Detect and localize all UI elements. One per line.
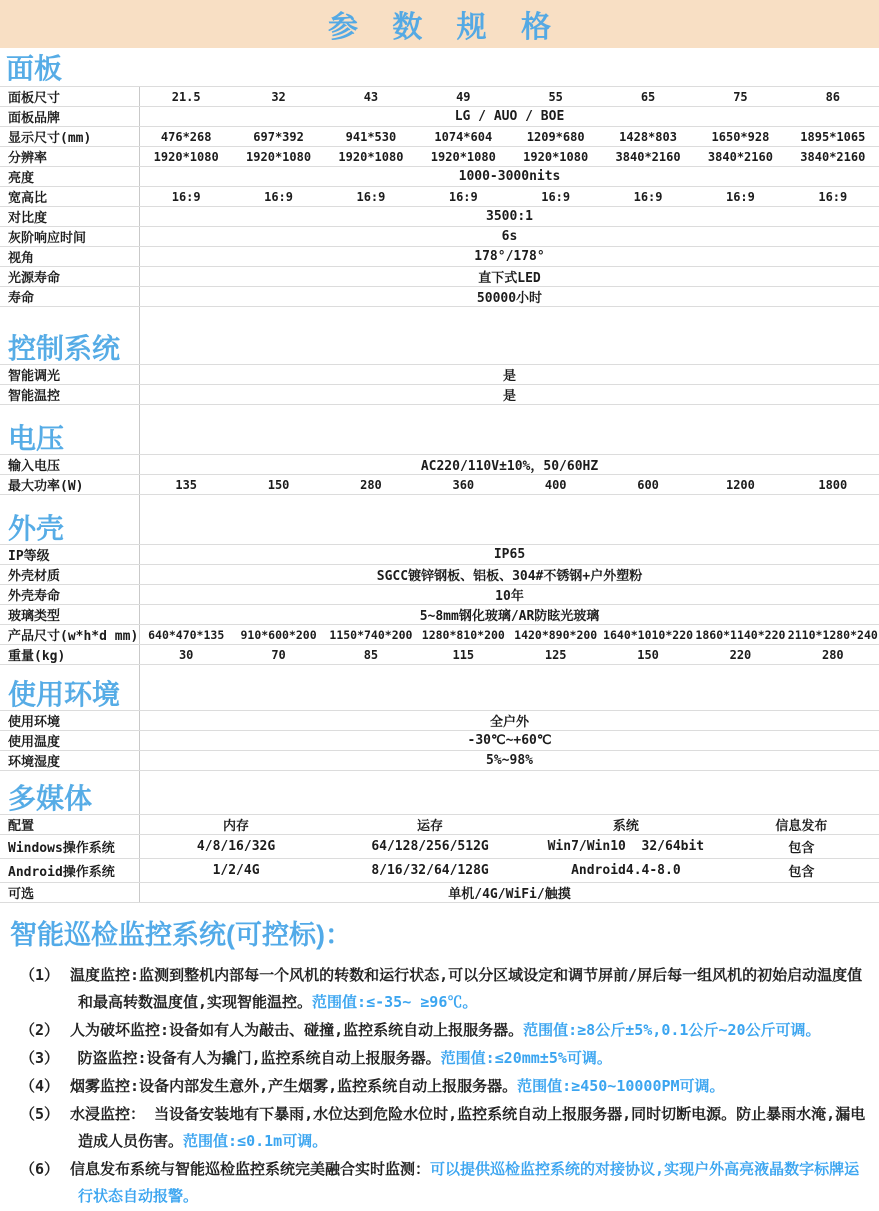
row-values xyxy=(140,815,879,834)
table-row xyxy=(0,585,879,605)
cell: 直下式LED xyxy=(478,271,541,286)
cell: 16:9 xyxy=(171,189,201,204)
table-row xyxy=(0,731,879,751)
cell: 150 xyxy=(267,477,290,492)
cell: 3840*2160 xyxy=(707,149,773,164)
section-title-multimedia xyxy=(0,771,140,814)
section-title-spacer xyxy=(140,405,879,454)
section-title-panel xyxy=(0,48,879,86)
row-values xyxy=(140,147,879,166)
table-row xyxy=(0,711,879,731)
row-values xyxy=(140,645,879,664)
note-item-4 xyxy=(10,1073,871,1100)
row-label: 显示尺寸(mm) xyxy=(0,127,140,146)
cell: 1209*680 xyxy=(526,129,585,144)
table-row xyxy=(0,751,879,771)
note-range: 范围值:≤0.1m可调。 xyxy=(183,1132,328,1150)
cell: 220 xyxy=(729,647,752,662)
cell: 1920*1080 xyxy=(338,149,404,164)
note-range: 范围值:≥450~10000PM可调。 xyxy=(517,1077,725,1095)
row-values xyxy=(140,625,879,644)
row-label: 玻璃类型 xyxy=(0,605,140,624)
cell: 1895*1065 xyxy=(800,129,866,144)
cell: 30 xyxy=(178,647,194,662)
note-text: 温度监控:监测到整机内部每一个风机的转数和运行状态,可以分区域设定和调节屏前/屏后每一组风机的初始启动温度值和最高转数温度值,实现智能温控。 xyxy=(70,966,863,1011)
cell: 1428*803 xyxy=(619,129,677,144)
section-title-control xyxy=(0,307,140,364)
note-item-2 xyxy=(10,1017,871,1044)
row-values xyxy=(140,365,879,384)
table-row xyxy=(0,107,879,127)
row-label: 外壳材质 xyxy=(0,565,140,584)
section-title-spacer xyxy=(140,771,879,814)
column-header: 系统 xyxy=(612,819,639,834)
cell: 65 xyxy=(640,89,656,104)
table-row xyxy=(0,859,879,883)
cell: 640*470*135 xyxy=(148,627,225,642)
cell: LG / AUO / BOE xyxy=(454,109,565,124)
row-values xyxy=(140,585,879,604)
cell: 910*600*200 xyxy=(240,627,317,642)
cell: 5~8mm钢化玻璃/AR防眩光玻璃 xyxy=(419,609,600,624)
cell: 16:9 xyxy=(818,189,848,204)
section-row-environment xyxy=(0,665,879,711)
section-title-label: 面板 xyxy=(6,53,63,84)
cell: 1420*890*200 xyxy=(514,627,598,642)
cell: 55 xyxy=(548,89,563,104)
table-row xyxy=(0,455,879,475)
cell: 16:9 xyxy=(264,189,294,204)
cell: 50000小时 xyxy=(476,291,543,306)
cell: 476*268 xyxy=(160,129,212,144)
cell: 135 xyxy=(175,477,198,492)
cell: 1640*1010*220 xyxy=(603,627,694,642)
row-values xyxy=(140,287,879,306)
table-header-row xyxy=(0,815,879,835)
note-number: （4） xyxy=(20,1077,60,1095)
table-row xyxy=(0,605,879,625)
row-label: 使用温度 xyxy=(0,731,140,750)
cell: 941*530 xyxy=(345,129,397,144)
table-row xyxy=(0,365,879,385)
cell: 49 xyxy=(456,89,471,104)
table-row xyxy=(0,267,879,287)
cell: 32 xyxy=(271,89,286,104)
cell: 1920*1080 xyxy=(430,149,496,164)
row-values xyxy=(140,107,879,126)
cell: 64/128/256/512G xyxy=(371,839,489,854)
note-text: 防盗监控:设备有人为撬门,监控系统自动上报服务器。 xyxy=(62,1049,441,1067)
cell: 1920*1080 xyxy=(246,149,312,164)
cell: 10年 xyxy=(495,589,524,604)
cell: 43 xyxy=(363,89,379,104)
row-values xyxy=(140,227,879,246)
cell: 16:9 xyxy=(633,189,663,204)
table-row xyxy=(0,565,879,585)
cell: AC220/110V±10%，50/60HZ xyxy=(420,459,599,474)
note-range: 可以提供巡检监控系统的对接协议,实现户外高亮液晶数字标牌运行状态自动报警。 xyxy=(78,1160,860,1205)
cell: 75 xyxy=(733,89,748,104)
column-header: 信息发布 xyxy=(775,819,828,834)
note-range: 范围值:≤20mm±5%可调。 xyxy=(440,1049,612,1067)
section-row-multimedia xyxy=(0,771,879,815)
table-row xyxy=(0,227,879,247)
table-row xyxy=(0,247,879,267)
row-values xyxy=(140,605,879,624)
row-values xyxy=(140,127,879,146)
cell: 1920*1080 xyxy=(153,149,219,164)
cell: 600 xyxy=(637,477,659,492)
row-values xyxy=(140,711,879,730)
cell: 4/8/16/32G xyxy=(196,839,276,854)
row-label: 灰阶响应时间 xyxy=(0,227,140,246)
title-banner xyxy=(0,0,879,48)
cell: 单机/4G/WiFi/触摸 xyxy=(448,887,571,902)
row-label: 智能温控 xyxy=(0,385,140,404)
row-label: 光源寿命 xyxy=(0,267,140,286)
row-values xyxy=(140,247,879,266)
row-values xyxy=(140,87,879,106)
section-row-control xyxy=(0,307,879,365)
cell: Android4.4-8.0 xyxy=(571,863,681,878)
row-label: 可选 xyxy=(0,883,140,902)
cell: 6s xyxy=(501,229,518,244)
row-label: 使用环境 xyxy=(0,711,140,730)
table-row xyxy=(0,625,879,645)
cell: 3500:1 xyxy=(486,209,533,224)
note-number: （2） xyxy=(20,1021,60,1039)
row-label: 寿命 xyxy=(0,287,140,306)
cell: 是 xyxy=(502,369,516,384)
row-label: 环境湿度 xyxy=(0,751,140,770)
row-values xyxy=(140,385,879,404)
row-values xyxy=(140,859,879,882)
cell: 5%~98% xyxy=(486,753,533,768)
cell: 8/16/32/64/128G xyxy=(371,863,489,878)
row-label: 视角 xyxy=(0,247,140,266)
cell: 全户外 xyxy=(489,715,529,730)
cell: 125 xyxy=(544,647,567,662)
cell: 1/2/4G xyxy=(212,863,260,878)
section-title-label: 电压 xyxy=(8,422,65,454)
row-values xyxy=(140,731,879,750)
row-label: 重量(kg) xyxy=(0,645,140,664)
cell: 1860*1140*220 xyxy=(695,627,786,642)
note-range: 范围值:≤-35~ ≥96℃。 xyxy=(312,993,478,1011)
cell: Win7/Win10 32/64bit xyxy=(547,839,705,854)
section-title-voltage xyxy=(0,405,140,454)
table-row xyxy=(0,475,879,495)
cell: -30℃~+60℃ xyxy=(467,733,552,748)
cell: SGCC镀锌钢板、铝板、304#不锈钢+户外塑粉 xyxy=(376,569,643,584)
cell: 3840*2160 xyxy=(800,149,866,164)
section-title-spacer xyxy=(140,665,879,710)
section-title-label: 多媒体 xyxy=(8,782,93,814)
cell: 1280*810*200 xyxy=(421,627,505,642)
row-values xyxy=(140,167,879,186)
cell: 697*392 xyxy=(253,129,304,144)
cell: 115 xyxy=(452,647,475,662)
table-row xyxy=(0,545,879,565)
table-row xyxy=(0,207,879,227)
row-values xyxy=(140,835,879,858)
section-title-spacer xyxy=(140,307,879,364)
note-item-3 xyxy=(10,1045,871,1072)
note-range: 范围值:≥8公斤±5%,0.1公斤~20公斤可调。 xyxy=(523,1021,821,1039)
section-title-environment xyxy=(0,665,140,710)
cell: 280 xyxy=(360,477,382,492)
row-label: 对比度 xyxy=(0,207,140,226)
table-row xyxy=(0,883,879,903)
row-label: 分辨率 xyxy=(0,147,140,166)
row-label: 亮度 xyxy=(0,167,140,186)
table-row xyxy=(0,645,879,665)
note-text: 烟雾监控:设备内部发生意外,产生烟雾,监控系统自动上报服务器。 xyxy=(70,1077,518,1095)
cell: 1800 xyxy=(818,477,848,492)
monitoring-notes xyxy=(0,903,879,1210)
section-row-voltage xyxy=(0,405,879,455)
row-values xyxy=(140,455,879,474)
row-label: 输入电压 xyxy=(0,455,140,474)
row-values xyxy=(140,207,879,226)
column-header: 运存 xyxy=(417,819,444,834)
cell: 1000-3000nits xyxy=(458,169,561,184)
cell: 400 xyxy=(544,477,567,492)
row-label: Windows操作系统 xyxy=(0,835,140,858)
cell: 70 xyxy=(271,647,286,662)
note-number: （1） xyxy=(20,966,60,984)
cell: IP65 xyxy=(493,547,526,562)
section-title-label: 使用环境 xyxy=(8,678,121,710)
row-values xyxy=(140,883,879,902)
note-number: （6） xyxy=(20,1160,60,1178)
notes-heading: 智能巡检监控系统(可控标)： xyxy=(10,920,352,950)
cell: 1650*928 xyxy=(711,129,770,144)
table-row xyxy=(0,287,879,307)
section-title-label: 控制系统 xyxy=(8,332,121,364)
table-row xyxy=(0,167,879,187)
row-label: 面板尺寸 xyxy=(0,87,140,106)
cell: 16:9 xyxy=(448,189,478,204)
row-label: 产品尺寸(w*h*d mm) xyxy=(0,625,140,644)
row-label: 宽高比 xyxy=(0,187,140,206)
note-item-6 xyxy=(10,1156,871,1210)
cell: 2110*1280*240 xyxy=(787,627,878,642)
cell: 包含 xyxy=(788,865,815,880)
row-values xyxy=(140,751,879,770)
cell: 178°/178° xyxy=(474,249,545,264)
cell: 85 xyxy=(363,647,379,662)
row-label: 配置 xyxy=(0,815,140,834)
section-row-shell xyxy=(0,495,879,545)
column-header: 内存 xyxy=(223,819,250,834)
cell: 16:9 xyxy=(356,189,386,204)
note-text: 人为破坏监控:设备如有人为敲击、碰撞,监控系统自动上报服务器。 xyxy=(70,1021,524,1039)
row-values xyxy=(140,187,879,206)
note-text: 水浸监控： 当设备安装地有下暴雨,水位达到危险水位时,监控系统自动上报服务器,同时切断电源。防止暴雨水淹,漏电造成人员伤害。 xyxy=(70,1105,866,1150)
cell: 1920*1080 xyxy=(523,149,589,164)
table-row xyxy=(0,385,879,405)
note-number: （3） xyxy=(20,1049,52,1067)
cell: 86 xyxy=(825,89,841,104)
row-label: 最大功率(W) xyxy=(0,475,140,494)
section-title-shell xyxy=(0,495,140,544)
note-item-1 xyxy=(10,962,871,1016)
row-label: Android操作系统 xyxy=(0,859,140,882)
cell: 280 xyxy=(821,647,844,662)
cell: 1074*604 xyxy=(434,129,493,144)
cell: 360 xyxy=(452,477,475,492)
row-values xyxy=(140,475,879,494)
table-row xyxy=(0,187,879,207)
note-number: （5） xyxy=(20,1105,60,1123)
table-row xyxy=(0,127,879,147)
row-label: 面板品牌 xyxy=(0,107,140,126)
cell: 150 xyxy=(637,647,659,662)
section-title-spacer xyxy=(140,495,879,544)
table-row xyxy=(0,147,879,167)
cell: 是 xyxy=(502,389,516,404)
cell: 16:9 xyxy=(725,189,755,204)
note-text: 信息发布系统与智能巡检监控系统完美融合实时监测： xyxy=(70,1160,431,1178)
cell: 3840*2160 xyxy=(615,149,681,164)
row-label: 外壳寿命 xyxy=(0,585,140,604)
row-label: 智能调光 xyxy=(0,365,140,384)
note-item-5 xyxy=(10,1101,871,1155)
cell: 1200 xyxy=(725,477,755,492)
spec-table xyxy=(0,86,879,903)
table-row xyxy=(0,87,879,107)
page-title: 参 数 规 格 xyxy=(327,11,564,44)
row-values xyxy=(140,545,879,564)
row-values xyxy=(140,565,879,584)
cell: 包含 xyxy=(788,841,815,856)
row-values xyxy=(140,267,879,286)
cell: 21.5 xyxy=(171,89,201,104)
table-row xyxy=(0,835,879,859)
section-title-label: 外壳 xyxy=(8,512,65,544)
cell: 16:9 xyxy=(541,189,571,204)
cell: 1150*740*200 xyxy=(329,627,413,642)
row-label: IP等级 xyxy=(0,545,140,564)
